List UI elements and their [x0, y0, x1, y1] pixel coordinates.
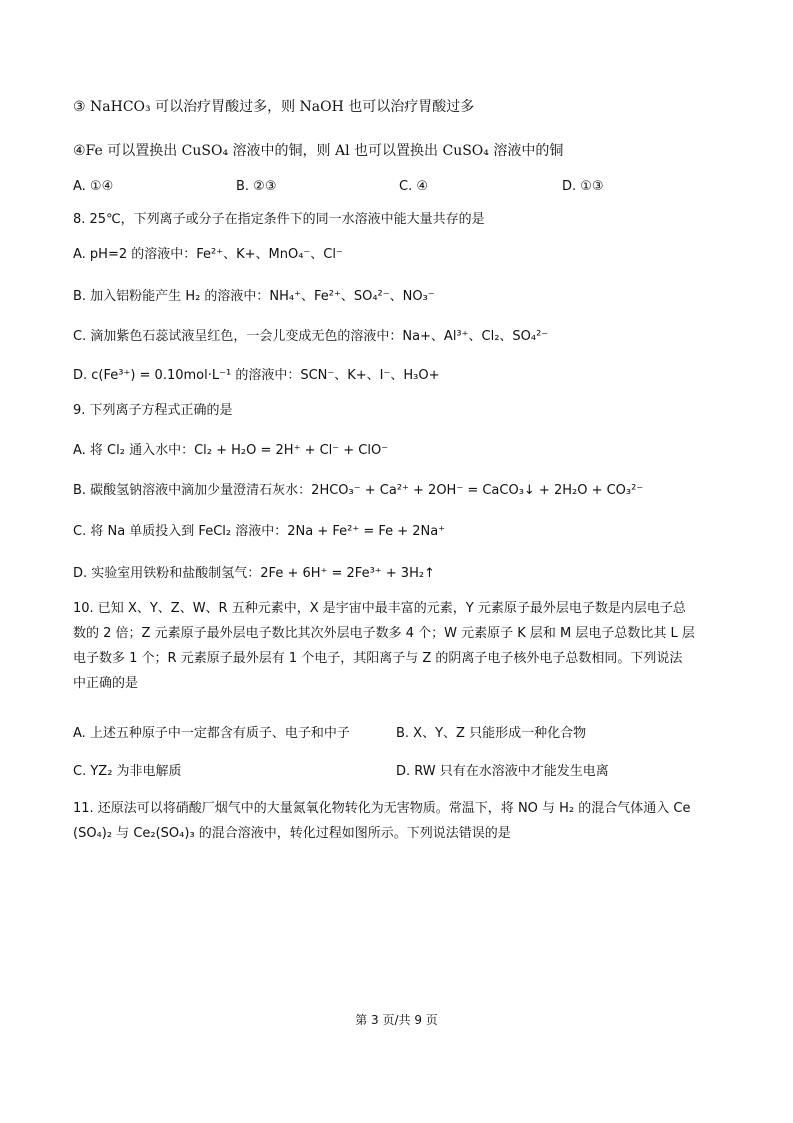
q10-stem-line-4: 中正确的是: [73, 676, 139, 691]
q9-option-b: B. 碳酸氢钠溶液中滴加少量澄清石灰水：2HCO₃⁻ + Ca²⁺ + 2OH⁻ = CaCO₃↓ + 2H₂O + CO₃²⁻: [73, 483, 644, 498]
q10-stem: [73, 596, 723, 696]
q9-option-c: C. 将 Na 单质投入到 FeCl₂ 溶液中：2Na + Fe²⁺ = Fe + 2Na⁺: [73, 524, 446, 539]
q10-stem-line-1: 10. 已知 X、Y、Z、W、R 五种元素中，X 是宇宙中最丰富的元素，Y 元素原子最外层电子数是内层电子总: [73, 601, 686, 616]
q11-stem-line-1: 11. 还原法可以将硝酸厂烟气中的大量氮氧化物转化为无害物质。常温下，将 NO 与 H₂ 的混合气体通入 Ce: [73, 801, 691, 816]
q10-options-row-2: [73, 762, 733, 782]
q10-option-a: A. 上述五种原子中一定都含有质子、电子和中子: [73, 726, 350, 741]
q7-item-3: [73, 97, 733, 117]
q10-option-d: D. RW 只有在水溶液中才能发生电离: [396, 764, 609, 779]
q7-option-a: A. ①④: [73, 179, 114, 194]
q7-options: [73, 177, 733, 197]
q8-option-d: D. c(Fe³⁺) = 0.10mol·L⁻¹ 的溶液中：SCN⁻、K+、I⁻、H₃O+: [73, 368, 440, 383]
q10-option-b: B. X、Y、Z 只能形成一种化合物: [396, 726, 587, 741]
q11-stem: [73, 796, 723, 846]
q8-option-b: B. 加入铝粉能产生 H₂ 的溶液中：NH₄⁺、Fe²⁺、SO₄²⁻、NO₃⁻: [73, 289, 435, 304]
q10-stem-line-3: 电子数多 1 个；R 元素原子最外层有 1 个电子，其阳离子与 Z 的阴离子电子核外电子总数相同。下列说法: [73, 651, 683, 666]
q9-stem: 9. 下列离子方程式正确的是: [73, 403, 233, 418]
q10-options-row-1: [73, 724, 733, 744]
q8-stem: 8. 25℃，下列离子或分子在指定条件下的同一水溶液中能大量共存的是: [73, 212, 485, 227]
q10-option-c: C. YZ₂ 为非电解质: [73, 764, 182, 779]
q10-stem-line-2: 数的 2 倍；Z 元素原子最外层电子数比其次外层电子数多 4 个；W 元素原子 K 层和 M 层电子总数比其 L 层: [73, 626, 695, 641]
q8-option-c: C. 滴加紫色石蕊试液呈红色，一会儿变成无色的溶液中：Na+、Al³⁺、Cl₂、SO₄²⁻: [73, 329, 549, 344]
q7-option-c: C. ④: [399, 179, 428, 194]
q7-item-3-body: NaHCO₃ 可以治疗胃酸过多，则 NaOH 也可以治疗胃酸过多: [90, 99, 475, 115]
q11-stem-line-2: (SO₄)₂ 与 Ce₂(SO₄)₃ 的混合溶液中，转化过程如图所示。下列说法错误的是: [73, 826, 511, 841]
q7-item-4: ④Fe 可以置换出 CuSO₄ 溶液中的铜，则 Al 也可以置换出 CuSO₄ 溶液中的铜: [73, 143, 564, 159]
page-number-footer: 第 3 页/共 9 页: [355, 1013, 438, 1027]
q9-option-a: A. 将 Cl₂ 通入水中：Cl₂ + H₂O = 2H⁺ + Cl⁻ + ClO⁻: [73, 443, 389, 458]
q9-option-d: D. 实验室用铁粉和盐酸制氢气：2Fe + 6H⁺ = 2Fe³⁺ + 3H₂↑: [73, 566, 435, 581]
q7-item-3-text: ③: [73, 99, 86, 115]
q8-option-a: A. pH=2 的溶液中：Fe²⁺、K+、MnO₄⁻、Cl⁻: [73, 247, 343, 262]
q7-option-b: B. ②③: [236, 179, 277, 194]
q7-option-d: D. ①③: [562, 179, 604, 194]
